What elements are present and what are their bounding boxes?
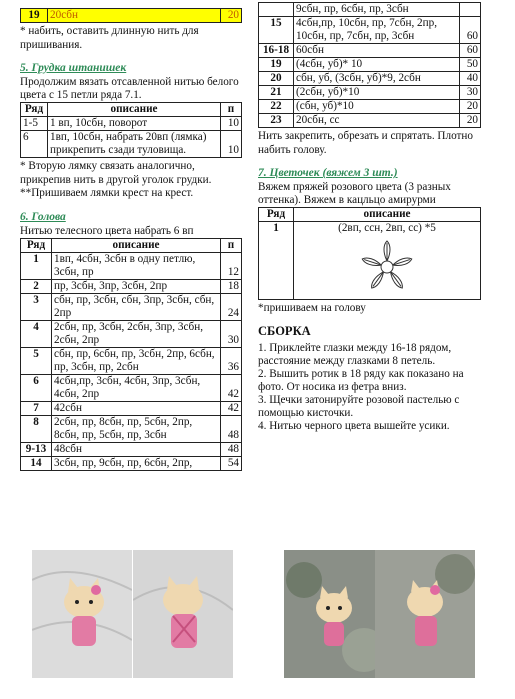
row-desc: 1вп, 4сбн, 3сбн в одну петлю, 3сбн, пр: [52, 252, 221, 279]
table-row: [21, 347, 242, 374]
row-desc: пр, 3сбн, 3пр, 3сбн, 2пр: [52, 279, 221, 293]
row-count: 40: [460, 72, 481, 86]
assembly-item: 3. Щечки затонируйте розовой пастелью с помощью кисточки.: [258, 393, 460, 419]
table-row: [21, 320, 242, 347]
photo-4: [375, 550, 475, 678]
row-desc: сбн, уб, (3сбн, уб)*9, 2сбн: [294, 72, 460, 86]
table-row: [21, 117, 242, 131]
row-desc: (2сбн, уб)*10: [294, 86, 460, 100]
row-number: 5: [21, 347, 52, 374]
row-desc: 4сбн,пр, 3сбн, 4сбн, 3пр, 3сбн, 4сбн, 2пр: [52, 374, 221, 401]
row-number: 21: [259, 86, 294, 100]
row-number: 16-18: [259, 44, 294, 58]
table-row: [21, 456, 242, 470]
header-count: п: [221, 238, 242, 252]
row-number: 2: [21, 279, 52, 293]
table-row: [259, 100, 481, 114]
table-row: [21, 293, 242, 320]
assembly-item: 1. Приклейте глазки между 16-18 рядом, расстояние между глазками 8 петель.: [258, 341, 452, 367]
table-row: [259, 72, 481, 86]
row-desc: 3сбн, пр, 9сбн, пр, 6сбн, 2пр,: [52, 456, 221, 470]
top-left-table: [20, 8, 242, 23]
right-table: [258, 2, 481, 128]
table-row: [259, 44, 481, 58]
row-desc: 2сбн, пр, 3сбн, 2сбн, 3пр, 3сбн, 2сбн, 2пр: [52, 320, 221, 347]
row-desc: 1вп, 10сбн, набрать 20вп (лямка) прикрепить сзади туловища.: [48, 131, 221, 158]
row-number: 1-5: [21, 117, 48, 131]
table-row: [21, 252, 242, 279]
section5-note1: * Вторую лямку связать аналогично, прикрепив нить в другой уголок грудки.: [20, 160, 212, 186]
photo-1: [32, 550, 132, 678]
assembly-item: 4. Нитью черного цвета вышейте усики.: [258, 419, 450, 432]
left-column: [20, 8, 242, 471]
header-row: Ряд: [259, 208, 294, 222]
row-number: 8: [21, 415, 52, 442]
row-number: 14: [21, 456, 52, 470]
row-desc: 60сбн: [294, 44, 460, 58]
table-header: [21, 238, 242, 252]
row-count: 42: [221, 374, 242, 401]
row-desc: 20сбн, сс: [294, 114, 460, 128]
table-row: [21, 9, 242, 23]
section7-intro: Вяжем пряжей розового цвета (3 разных оттенка). Вяжем в кацльцо амирурми: [258, 181, 451, 206]
table-row: [259, 86, 481, 100]
table-row: [21, 374, 242, 401]
header-desc: описание: [52, 238, 221, 252]
row-count: 50: [460, 58, 481, 72]
table-row: [259, 3, 481, 17]
row-number: 19: [21, 9, 48, 23]
row-desc: (2вп, ссн, 2вп, сс) *5: [338, 222, 436, 234]
row-number: 15: [259, 17, 294, 44]
row-number: 1: [21, 252, 52, 279]
row-count: [460, 3, 481, 17]
row-number: 3: [21, 293, 52, 320]
row-count: 54: [221, 456, 242, 470]
table-header: [259, 208, 481, 222]
row-count: 42: [221, 401, 242, 415]
row-desc: сбн, пр, 6сбн, пр, 3сбн, 2пр, 6сбн, пр, 3сбн, пр, 2сбн: [52, 347, 221, 374]
row-desc: 9сбн, пр, 6сбн, пр, 3сбн: [294, 3, 460, 17]
row-desc: (4сбн, уб)* 10: [294, 58, 460, 72]
section6-title: 6. Голова: [20, 210, 66, 223]
row-number: 6: [21, 131, 48, 158]
section5-intro: Продолжим вязать отсавленной нитью белого цвета с 15 петли ряда 7.1.: [20, 76, 239, 101]
table-row: [21, 401, 242, 415]
table-row: [21, 279, 242, 293]
row-number: 1: [259, 222, 294, 300]
row-count: 30: [221, 320, 242, 347]
assembly-title: СБОРКА: [258, 323, 311, 338]
header-desc: описание: [294, 208, 481, 222]
section7-title: 7. Цветочек (вяжем 3 шт.): [258, 167, 398, 179]
section5-title: 5. Грудка штанишек: [20, 62, 127, 74]
table-row: [259, 58, 481, 72]
table-row: [21, 442, 242, 456]
photo-2: [133, 550, 233, 678]
row-number: 19: [259, 58, 294, 72]
table-header: [21, 103, 242, 117]
header-desc: описание: [48, 103, 221, 117]
table-row: [21, 131, 242, 158]
assembly-item: 2. Вышить ротик в 18 ряду как показано на фото. От носика из фетра вниз.: [258, 367, 464, 393]
row-desc-cell: [294, 222, 481, 300]
row-count: 18: [221, 279, 242, 293]
right-table-note: Нить закрепить, обрезать и спрятать. Плотно набить голову.: [258, 130, 473, 156]
row-count: 30: [460, 86, 481, 100]
row-number: 7: [21, 401, 52, 415]
note-finish: * набить, оставить длинную нить для пришивания.: [20, 25, 199, 51]
row-number: 20: [259, 72, 294, 86]
row-desc: 20сбн: [48, 9, 221, 23]
row-count: 60: [460, 44, 481, 58]
row-desc: 42сбн: [52, 401, 221, 415]
row-count: 20: [460, 100, 481, 114]
header-row: Ряд: [21, 238, 52, 252]
row-number: 9-13: [21, 442, 52, 456]
section5-note2: **Пришиваем лямки крест на крест.: [20, 187, 194, 199]
row-desc: сбн, пр, 3сбн, сбн, 3пр, 3сбн, сбн, 2пр: [52, 293, 221, 320]
row-count: 60: [460, 17, 481, 44]
header-row: Ряд: [21, 103, 48, 117]
row-number: 22: [259, 100, 294, 114]
table-row: [259, 114, 481, 128]
row-count: 36: [221, 347, 242, 374]
row-count: 24: [221, 293, 242, 320]
row-desc: 2сбн, пр, 8сбн, пр, 5сбн, 2пр, 8сбн, пр, 5сбн, пр, 3сбн: [52, 415, 221, 442]
row-count: 48: [221, 415, 242, 442]
table-row: [259, 17, 481, 44]
section6-intro: Нитью телесного цвета набрать 6 вп: [20, 224, 194, 237]
row-count: 48: [221, 442, 242, 456]
header-count: п: [221, 103, 242, 117]
table-row: [259, 222, 481, 300]
row-count: 20: [460, 114, 481, 128]
row-count: 12: [221, 252, 242, 279]
row-count: 10: [221, 117, 242, 131]
row-count: 10: [221, 131, 242, 158]
row-desc: 48сбн: [52, 442, 221, 456]
row-desc: (сбн, уб)*10: [294, 100, 460, 114]
section6-table: [20, 238, 242, 471]
row-number: [259, 3, 294, 17]
photo-3: [284, 550, 384, 678]
section5-table: [20, 102, 242, 158]
row-number: 23: [259, 114, 294, 128]
row-desc: 1 вп, 10сбн, поворот: [48, 117, 221, 131]
table-row: [21, 415, 242, 442]
flower-diagram-icon: [355, 237, 419, 295]
row-number: 6: [21, 374, 52, 401]
section7-table: [258, 207, 481, 300]
section7-note: *пришиваем на голову: [258, 302, 366, 314]
right-column: [258, 2, 481, 433]
row-desc: 4сбн,пр, 10сбн, пр, 7сбн, 2пр, 10сбн, пр, 7сбн, пр, 3сбн: [294, 17, 460, 44]
row-number: 4: [21, 320, 52, 347]
row-count: 20: [221, 9, 242, 23]
